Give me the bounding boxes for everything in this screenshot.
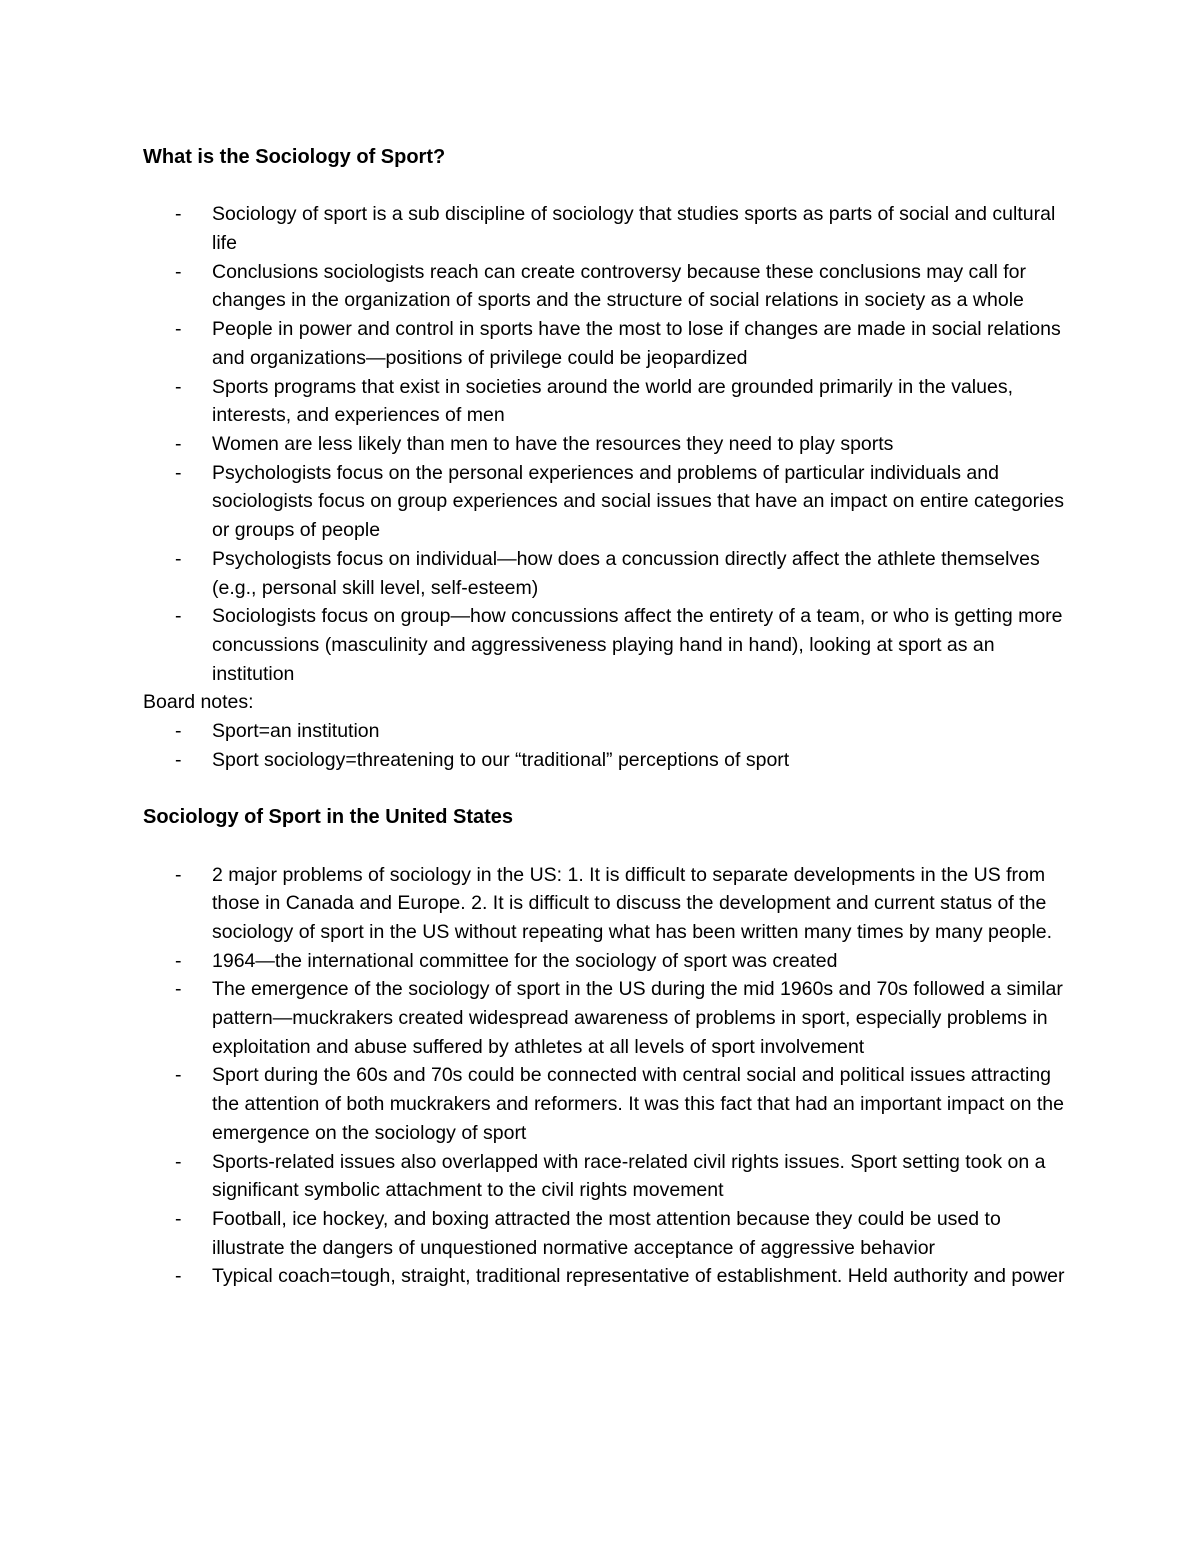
list-item: [143, 200, 1068, 257]
dash-bullet: -: [175, 203, 182, 226]
dash-bullet: -: [175, 375, 182, 398]
list-item-text: Typical coach=tough, straight, traditional representative of establishment. Held authority and power: [212, 1265, 1065, 1288]
list-item-text: Sociologists focus on group—how concussions affect the entirety of a team, or who is getting more concussions (masculinity and aggressiveness playing hand in hand), looking at sport as an institution: [212, 605, 1063, 685]
list-item: [143, 430, 1068, 459]
list-item: [143, 602, 1068, 688]
list-item: [143, 315, 1068, 372]
dash-bullet: -: [175, 863, 182, 886]
list-item: [143, 717, 1068, 746]
list-item-text: Psychologists focus on the personal experiences and problems of particular individuals and sociologists focus on group experiences and social issues that have an impact on entire categories or groups of people: [212, 461, 1064, 542]
list-item-text: Sociology of sport is a sub discipline of sociology that studies sports as parts of social and cultural life: [212, 203, 1056, 255]
list-item-text: 1964—the international committee for the sociology of sport was created: [212, 949, 838, 972]
board-notes-list: [143, 717, 1068, 774]
list-item-text: 2 major problems of sociology in the US: 1. It is difficult to separate developments in the US from those in Canada and Europe. 2. It is difficult to discuss the development and current status of the sociology of sport in the US without repeating what has been written many times by many people.: [212, 863, 1053, 943]
section1-bullet-list: [143, 200, 1068, 688]
document-page: [143, 143, 1068, 1291]
list-item-text: People in power and control in sports have the most to lose if changes are made in social relations and organizations—positions of privilege could be jeopardized: [212, 318, 1061, 369]
list-item-text: Psychologists focus on individual—how does a concussion directly affect the athlete themselves (e.g., personal skill level, self-esteem): [212, 547, 1040, 599]
spacer: [143, 172, 1068, 201]
dash-bullet: -: [175, 978, 182, 1001]
list-item: [143, 459, 1068, 545]
dash-bullet: -: [175, 720, 182, 743]
dash-bullet: -: [175, 260, 182, 283]
list-item: [143, 861, 1068, 947]
list-item-text: Sport during the 60s and 70s could be connected with central social and political issues attracting the attention of both muckrakers and reformers. It was this fact that had an important impact on the emergence on the sociology of sport: [212, 1064, 1064, 1144]
list-item-text: Sports-related issues also overlapped with race-related civil rights issues. Sport setting took on a significant symbolic attachment to the civil rights movement: [212, 1150, 1046, 1202]
dash-bullet: -: [175, 1207, 182, 1230]
board-notes-label: Board notes:: [143, 691, 254, 714]
section-heading-sociology-of-sport: What is the Sociology of Sport?: [143, 146, 446, 168]
list-item: [143, 746, 1068, 775]
list-item: [143, 373, 1068, 430]
list-item: [143, 1205, 1068, 1262]
dash-bullet: -: [175, 748, 182, 771]
dash-bullet: -: [175, 461, 182, 484]
spacer: [143, 832, 1068, 861]
section2-bullet-list: [143, 861, 1068, 1292]
list-item-text: The emergence of the sociology of sport in the US during the mid 1960s and 70s followed a similar pattern—muckrakers created widespread awareness of problems in sport, especially problems in exploitation and abuse suffered by athletes at all levels of sport involvement: [212, 978, 1063, 1058]
dash-bullet: -: [175, 1064, 182, 1087]
dash-bullet: -: [175, 949, 182, 972]
section-heading-us: Sociology of Sport in the United States: [143, 806, 514, 829]
dash-bullet: -: [175, 1265, 182, 1288]
list-item-text: Sport=an institution: [212, 720, 380, 743]
list-item: [143, 1061, 1068, 1147]
list-item: [143, 1148, 1068, 1205]
list-item: [143, 947, 1068, 976]
list-item-text: Women are less likely than men to have the resources they need to play sports: [212, 433, 894, 455]
dash-bullet: -: [175, 433, 182, 455]
list-item: [143, 545, 1068, 602]
spacer: [143, 774, 1068, 803]
dash-bullet: -: [175, 318, 182, 341]
list-item-text: Sports programs that exist in societies around the world are grounded primarily in the values, interests, and experiences of men: [212, 375, 1013, 427]
list-item-text: Sport sociology=threatening to our “traditional” perceptions of sport: [212, 748, 790, 771]
list-item: [143, 975, 1068, 1061]
dash-bullet: -: [175, 547, 182, 570]
dash-bullet: -: [175, 1150, 182, 1173]
list-item-text: Football, ice hockey, and boxing attracted the most attention because they could be used to illustrate the dangers of unquestioned normative acceptance of aggressive behavior: [212, 1207, 1001, 1259]
list-item: [143, 1262, 1068, 1291]
list-item: [143, 258, 1068, 315]
list-item-text: Conclusions sociologists reach can create controversy because these conclusions may call for changes in the organization of sports and the structure of social relations in society as a whole: [212, 260, 1026, 312]
dash-bullet: -: [175, 605, 182, 628]
